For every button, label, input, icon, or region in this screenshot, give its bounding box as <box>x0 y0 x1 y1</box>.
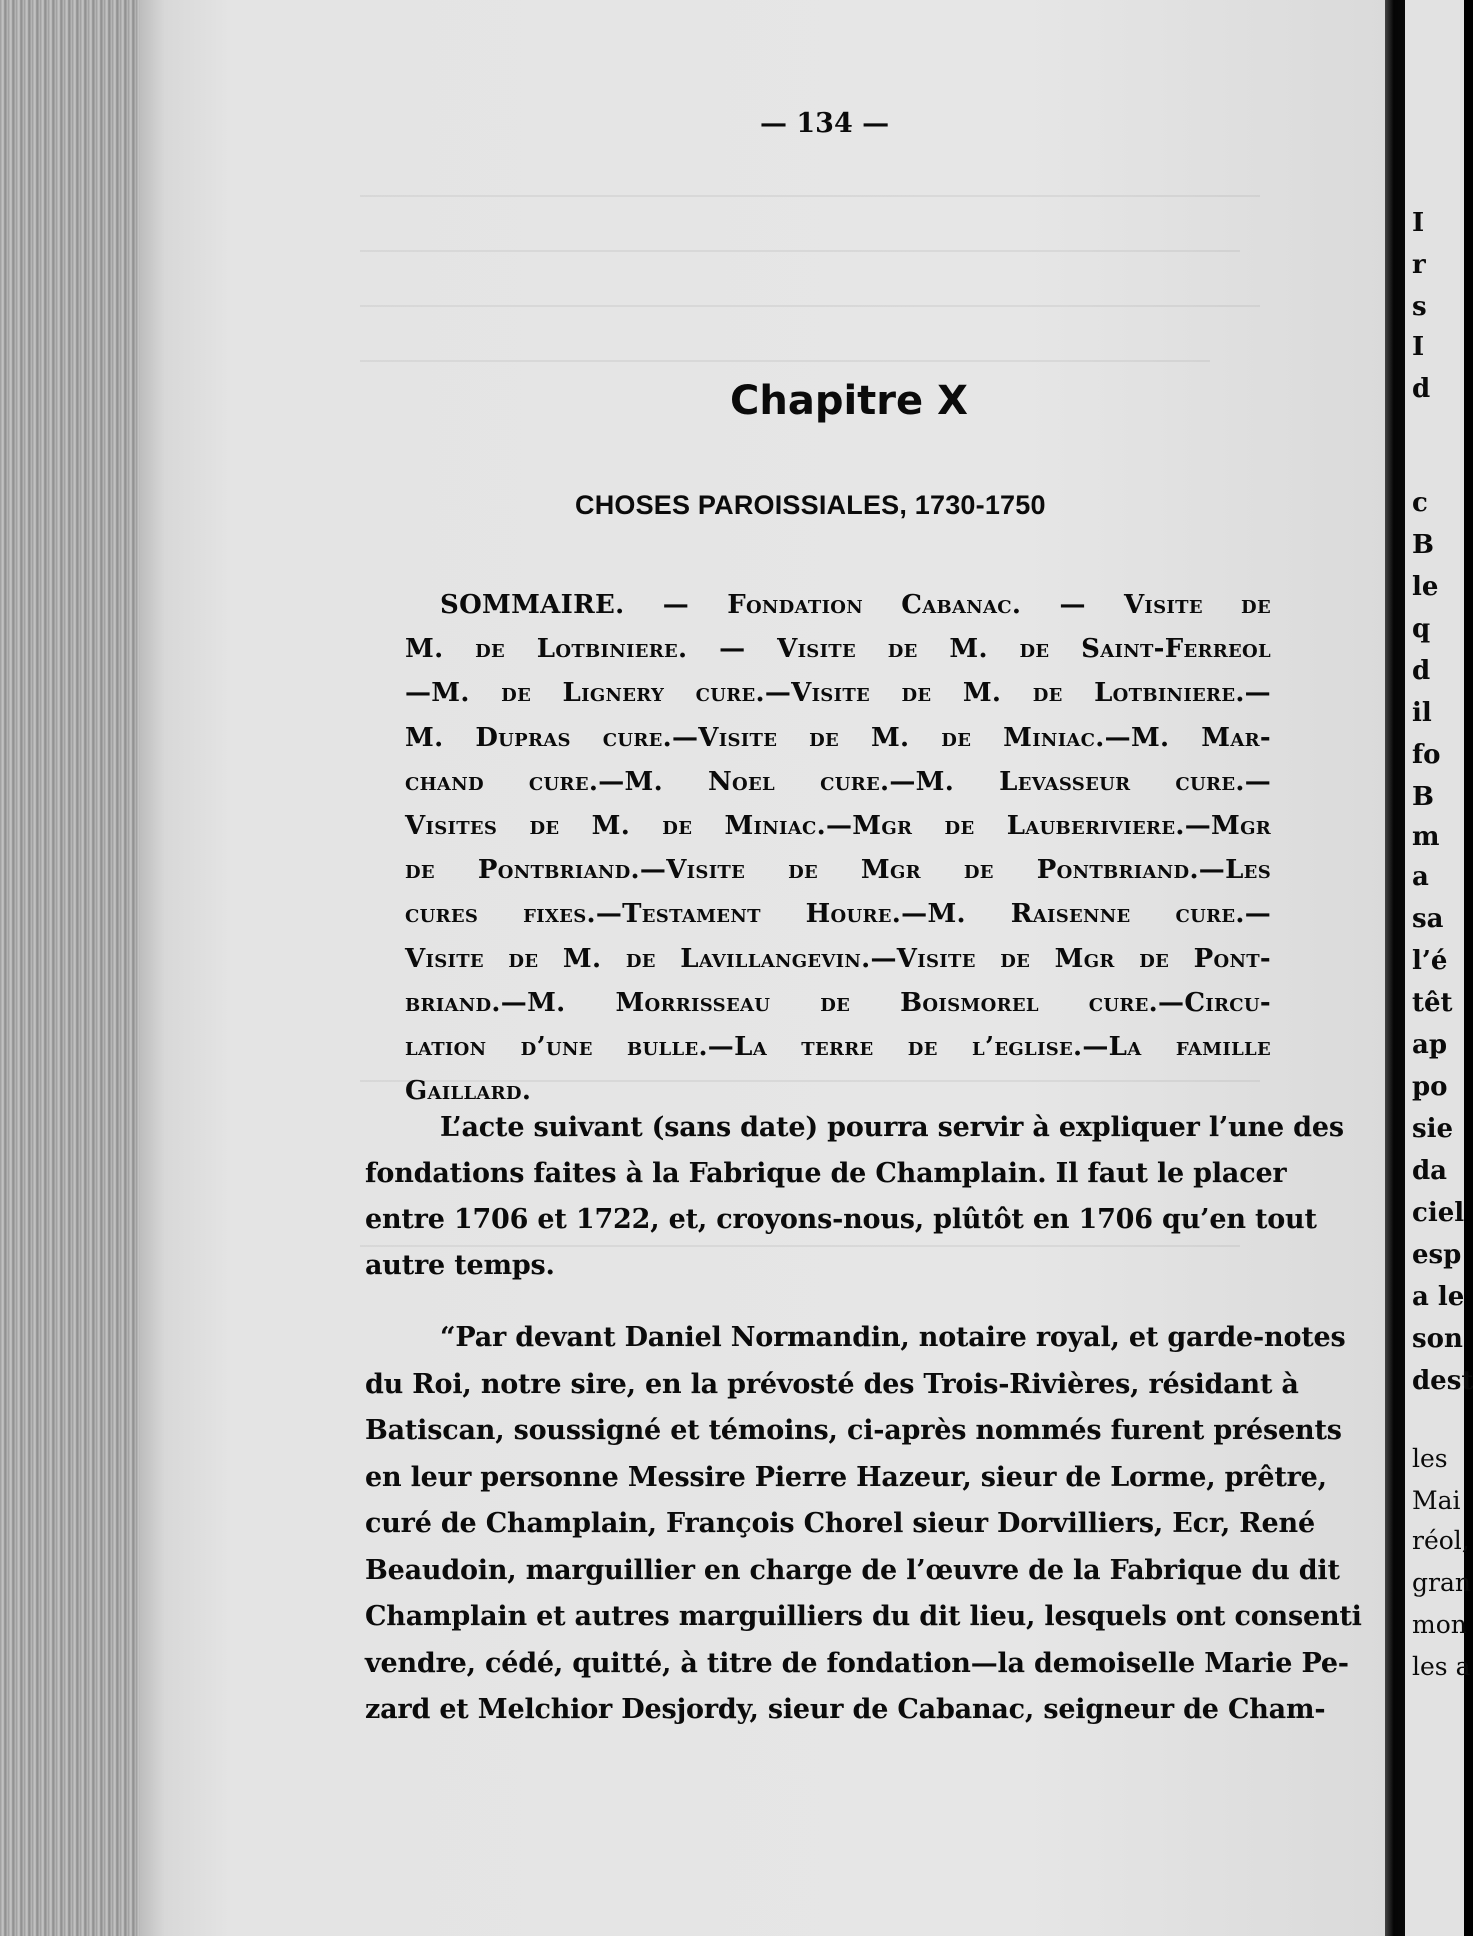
section-title: CHOSES PAROISSIALES, 1730-1750 <box>575 490 1046 520</box>
sommaire-line: SOMMAIRE. — Fondation Cabanac. — Visite de <box>440 590 1271 620</box>
sommaire-line: —M. de Lignery cure.—Visite de M. de Lotbiniere.— <box>405 678 1271 709</box>
paragraph1-line: entre 1706 et 1722, et, croyons-nous, plûtôt en 1706 qu’en tout <box>365 1204 1317 1235</box>
right-page-fragment: sie <box>1412 1114 1454 1144</box>
paragraph2-line: Champlain et autres marguilliers du dit lieu, lesquels ont consenti <box>365 1601 1362 1632</box>
sommaire-line: M. de Lotbiniere. — Visite de M. de Saint-Ferreol <box>405 634 1271 665</box>
right-page-fragment: d <box>1412 656 1431 686</box>
sommaire-line: lation d’une bulle.—La terre de l’eglise.—La famille <box>405 1032 1271 1062</box>
paragraph2-line: curé de Champlain, François Chorel sieur Dorvilliers, Ecr, René <box>365 1508 1315 1539</box>
paragraph2-line: Beaudoin, marguillier en charge de l’œuvre de la Fabrique du dit <box>365 1554 1340 1586</box>
right-page-fragment: fo <box>1412 740 1441 770</box>
sommaire-line: chand cure.—M. Noel cure.—M. Levasseur cure.— <box>405 766 1271 797</box>
right-page-fragment: d <box>1412 374 1431 404</box>
right-page-fragment: a le <box>1412 1282 1465 1312</box>
right-page-fragment: Mai <box>1412 1486 1461 1515</box>
right-page-fragment: ap <box>1412 1030 1448 1060</box>
right-page-fragment: I <box>1412 208 1425 238</box>
paragraph2-line: “Par devant Daniel Normandin, notaire royal, et garde-notes <box>440 1322 1346 1353</box>
sommaire-line: briand.—M. Morrisseau de Boismorel cure.—Circu- <box>405 987 1271 1018</box>
book-gutter <box>1385 0 1407 1936</box>
right-page-fragment: B <box>1412 782 1434 812</box>
paragraph2-line: en leur personne Messire Pierre Hazeur, sieur de Lorme, prêtre, <box>365 1461 1327 1493</box>
right-page-fragment: dest <box>1412 1366 1473 1396</box>
page-edges <box>0 0 150 1936</box>
paragraph2-line: du Roi, notre sire, en la prévosté des Trois-Rivières, résidant à <box>365 1368 1299 1400</box>
right-page-fragment: da <box>1412 1156 1448 1186</box>
sommaire-line: Visite de M. de Lavillangevin.—Visite de Mgr de Pont- <box>405 943 1271 974</box>
right-page-fragment: q <box>1412 614 1431 644</box>
chapter-title: Chapitre X <box>730 378 968 424</box>
right-page-fragment: po <box>1412 1072 1448 1102</box>
right-page-fragment: têt <box>1412 988 1453 1018</box>
sommaire-line: M. Dupras cure.—Visite de M. de Miniac.—M. Mar- <box>405 722 1271 753</box>
right-page-fragment: les <box>1412 1444 1448 1473</box>
page-number: — 134 — <box>760 108 890 139</box>
right-page-fragment: il <box>1412 698 1432 728</box>
right-page-fragment: le <box>1412 572 1439 602</box>
sommaire-line: de Pontbriand.—Visite de Mgr de Pontbriand.—Les <box>405 855 1271 886</box>
right-page-fragment: r <box>1412 250 1426 280</box>
right-page-fragment: les a <box>1412 1652 1471 1681</box>
right-page-fragment: ciel <box>1412 1198 1465 1228</box>
paragraph1-line: fondations faites à la Fabrique de Champlain. Il faut le placer <box>365 1158 1287 1189</box>
right-page-fragment: B <box>1412 530 1434 560</box>
sommaire-line: Visites de M. de Miniac.—Mgr de Lauberiviere.—Mgr <box>405 811 1271 841</box>
sommaire-line: cures fixes.—Testament Houre.—M. Raisenne cure.— <box>405 899 1271 930</box>
sommaire-line: Gaillard. <box>405 1076 532 1107</box>
right-page-fragment: son <box>1412 1324 1463 1354</box>
paragraph2-line: vendre, cédé, quitté, à titre de fondation—la demoiselle Marie Pe- <box>365 1647 1349 1679</box>
right-page-fragment: sa <box>1412 904 1444 934</box>
right-page-fragment: c <box>1412 488 1428 518</box>
right-page-fragment: mon <box>1412 1610 1467 1639</box>
right-page-fragment: l’é <box>1412 946 1448 976</box>
right-page-fragment: a <box>1412 862 1429 892</box>
right-page-fragment: s <box>1412 292 1427 322</box>
right-page-fragment: m <box>1412 822 1440 852</box>
right-page-fragment: esp <box>1412 1240 1462 1270</box>
paragraph2-line: Batiscan, soussigné et témoins, ci-après nommés furent présents <box>365 1415 1342 1446</box>
right-page-fragment: gran <box>1412 1568 1471 1597</box>
right-page-fragment: I <box>1412 332 1425 362</box>
paragraph2-line: zard et Melchior Desjordy, sieur de Cabanac, seigneur de Cham- <box>365 1694 1326 1725</box>
right-page-fragment: réol, <box>1412 1526 1470 1555</box>
paragraph1-line: autre temps. <box>365 1250 555 1281</box>
paragraph1-line: L’acte suivant (sans date) pourra servir à expliquer l’une des <box>440 1112 1344 1143</box>
